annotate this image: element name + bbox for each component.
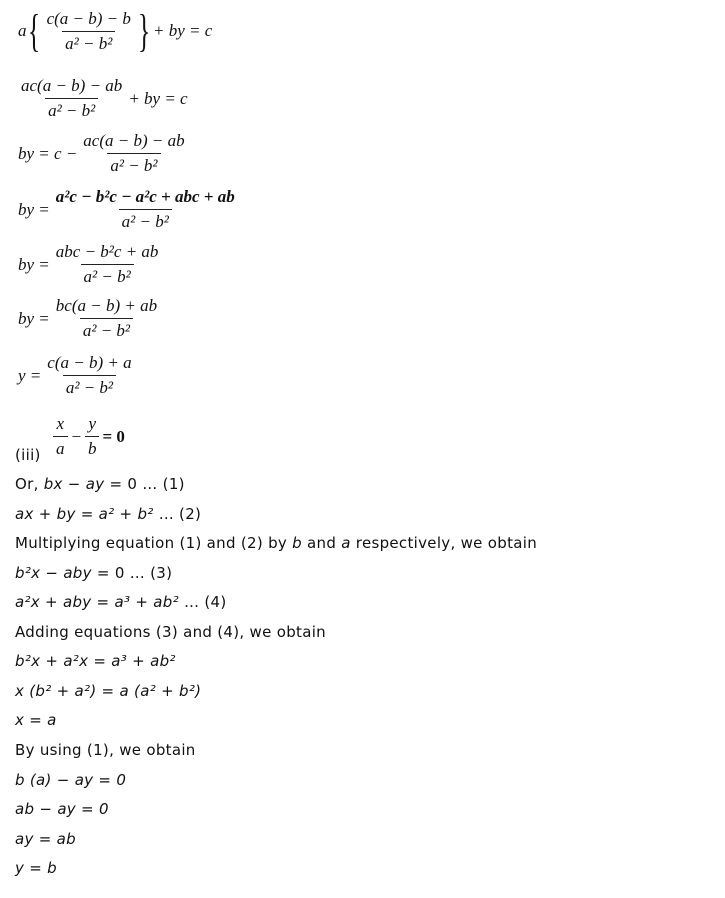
equation-step-5: [18, 242, 164, 287]
math-expr: b²x − aby: [15, 564, 92, 582]
math-expr: x = a: [15, 711, 57, 729]
math-var: a: [341, 534, 351, 552]
fraction: [18, 76, 125, 121]
math-expr: b²x + a²x = a³ + ab²: [15, 652, 176, 670]
text: respectively, we obtain: [350, 534, 538, 552]
text: and: [301, 534, 342, 552]
part-label: (iii): [15, 446, 41, 464]
solution-line-6: Adding equations (3) and (4), we obtain: [15, 623, 326, 641]
denominator: a² − b²: [81, 264, 134, 287]
equation-step-1: [18, 5, 213, 56]
denominator: a: [53, 436, 68, 459]
lhs: y =: [18, 365, 42, 385]
denominator: b: [85, 436, 100, 459]
rhs: + by = c: [153, 21, 213, 40]
solution-line-1: [15, 475, 185, 493]
denominator: a² − b²: [62, 31, 115, 54]
math-expr: b (a) − ay = 0: [15, 771, 127, 789]
right-brace-icon: }: [137, 5, 151, 56]
solution-line-4: [15, 564, 172, 582]
lhs: by = c −: [18, 143, 78, 163]
text-rest: = 0 … (1): [104, 475, 185, 493]
equation-step-7: [18, 353, 138, 398]
denominator: a² − b²: [63, 375, 116, 398]
solution-line-3: [15, 534, 537, 552]
math-expr: ax + by = a² + b²: [15, 505, 154, 523]
math-expr: ay = ab: [15, 830, 76, 848]
part3-equation: [50, 414, 125, 459]
lhs: by =: [18, 308, 50, 328]
numerator: abc − b²c + ab: [55, 242, 159, 261]
fraction: [53, 296, 160, 341]
fraction: [44, 9, 134, 54]
fraction-x: [53, 414, 68, 459]
solution-line-13: [15, 830, 76, 848]
left-brace-icon: {: [27, 5, 40, 56]
fraction: [44, 353, 134, 398]
math-expr: y = b: [15, 859, 58, 877]
solution-line-11: [15, 771, 126, 789]
text-prefix: Or,: [15, 475, 44, 493]
minus-sign: −: [70, 426, 82, 446]
coefficient: a: [18, 21, 27, 40]
fraction-y: [85, 414, 100, 459]
numerator: x: [56, 414, 65, 433]
numerator: c(a − b) + a: [47, 353, 132, 372]
rhs: + by = c: [128, 88, 188, 108]
fraction: [80, 131, 187, 176]
text-rest: … (4): [178, 593, 227, 611]
math-expr: x (b² + a²) = a (a² + b²): [15, 682, 202, 700]
numerator: c(a − b) − b: [46, 8, 131, 28]
lhs: by =: [18, 254, 50, 274]
math-expr: a²x + aby = a³ + ab²: [15, 593, 179, 611]
numerator: y: [88, 414, 96, 433]
numerator: ac(a − b) − ab: [83, 131, 185, 150]
math-var: b: [292, 534, 302, 552]
text-rest: … (2): [153, 505, 202, 523]
denominator: a² − b²: [107, 153, 160, 176]
equation-step-2: [18, 76, 188, 121]
equation-step-6: [18, 296, 163, 341]
solution-line-14: [15, 859, 57, 877]
fraction: [53, 187, 238, 232]
fraction: [53, 242, 162, 287]
numerator: bc(a − b) + ab: [55, 296, 158, 315]
solution-line-9: [15, 711, 57, 729]
equation-step-4: [18, 187, 241, 232]
lhs: by =: [18, 199, 50, 219]
text-rest: = 0 … (3): [91, 564, 173, 582]
denominator: a² − b²: [80, 318, 133, 341]
math-expr: ab − ay = 0: [15, 800, 109, 818]
rhs: = 0: [102, 426, 125, 446]
text: Multiplying equation (1) and (2) by: [15, 534, 293, 552]
denominator: a² − b²: [45, 98, 98, 121]
denominator: a² − b²: [119, 209, 172, 232]
solution-line-5: [15, 593, 227, 611]
solution-line-12: [15, 800, 109, 818]
solution-line-10: By using (1), we obtain: [15, 741, 196, 759]
math-expr: bx − ay: [43, 475, 105, 493]
solution-line-8: [15, 682, 201, 700]
numerator: ac(a − b) − ab: [21, 76, 123, 95]
solution-line-7: [15, 652, 176, 670]
numerator: a²c − b²c − a²c + abc + ab: [55, 187, 235, 206]
equation-step-3: [18, 131, 191, 176]
solution-line-2: [15, 505, 201, 523]
